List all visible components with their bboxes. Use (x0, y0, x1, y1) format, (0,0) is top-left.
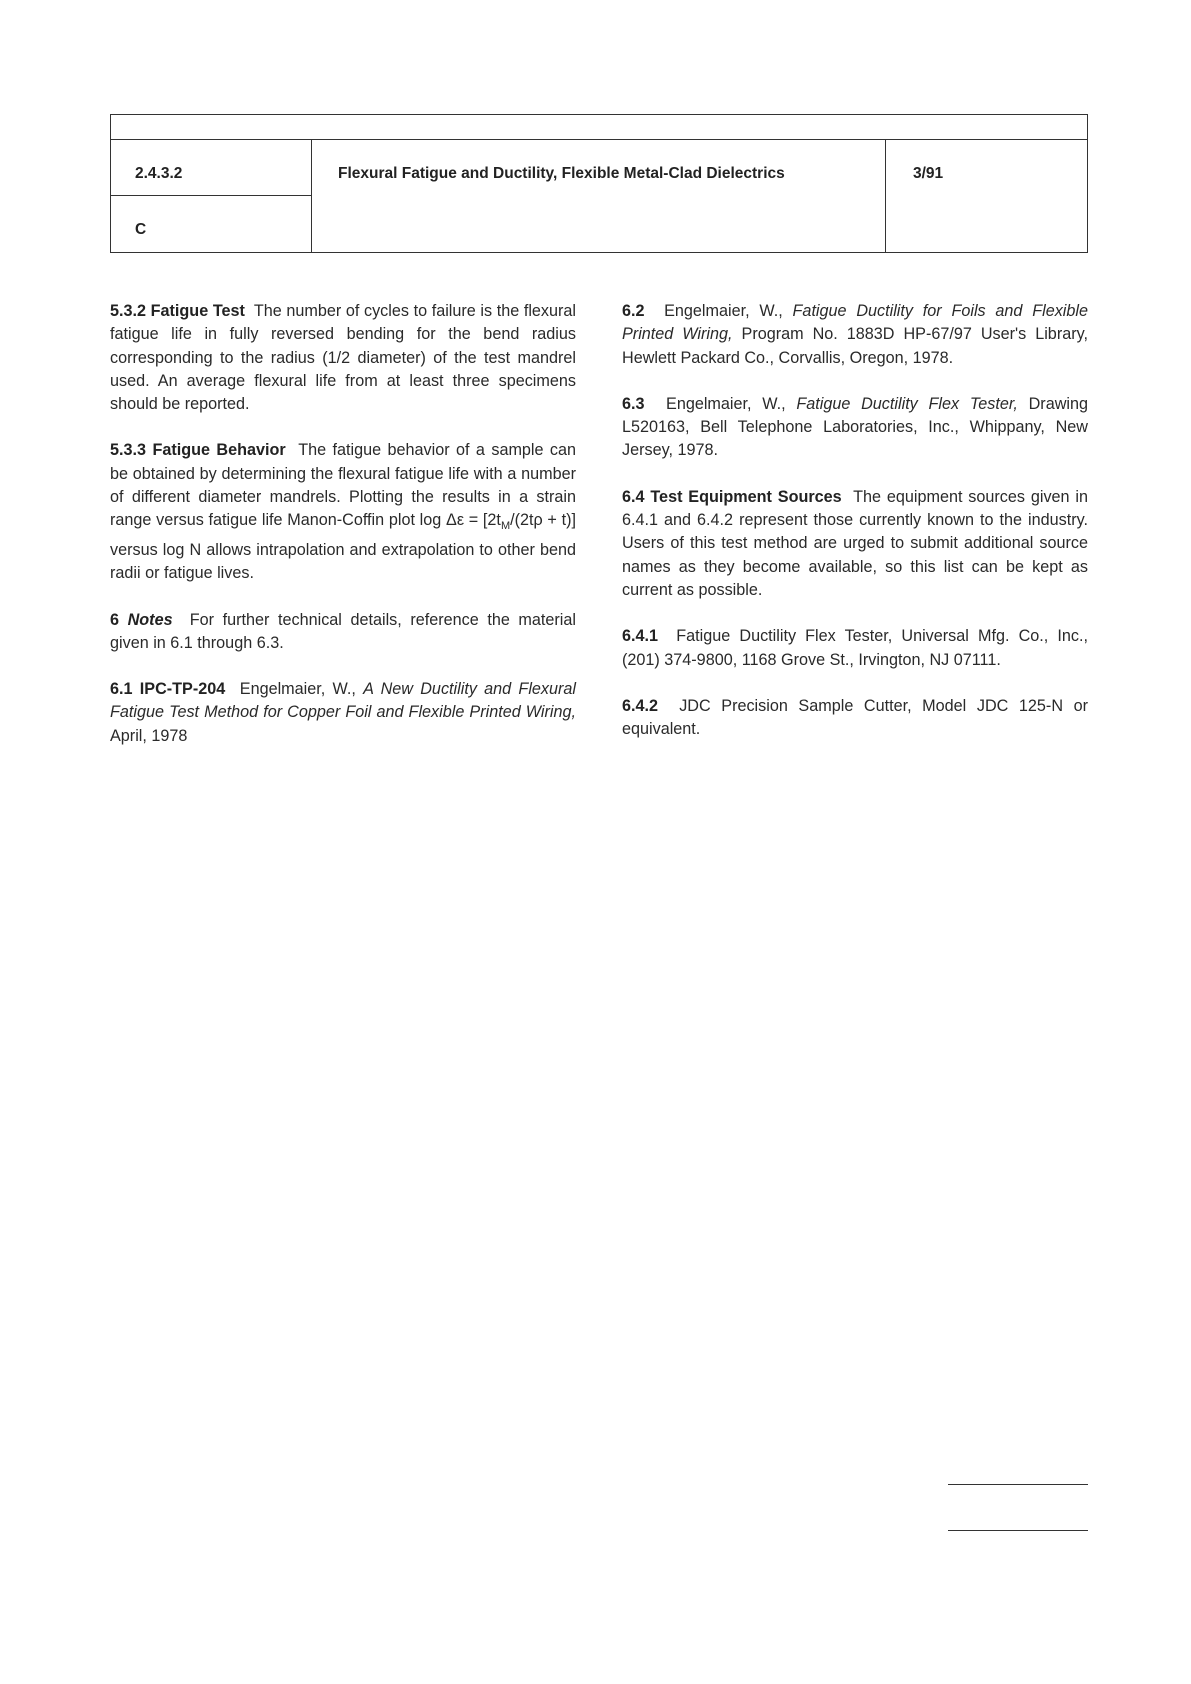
section-number: 6.1 (110, 680, 133, 699)
section-heading: Fatigue Test (150, 302, 245, 320)
section-6-1 (110, 678, 576, 748)
section-heading: Fatigue Behavior (152, 441, 286, 460)
reference-details: April, 1978 (110, 726, 188, 745)
header-top-strip-line (111, 139, 1087, 140)
section-text: JDC Precision Sample Cutter, Model JDC 125-N or equivalent. (622, 696, 1088, 739)
test-method-date: 3/91 (913, 165, 944, 182)
section-heading: IPC-TP-204 (139, 680, 226, 699)
section-5-3-2 (110, 300, 576, 416)
reference-title: A New Ductility and Flexural Fatigue Test Method for Copper Foil and Flexible Printed Wiring, (110, 680, 577, 722)
section-6-4 (622, 486, 1088, 602)
section-number: 6.4.1 (622, 627, 659, 646)
section-number: 5.3.3 (110, 441, 147, 460)
footer-rule-lower (948, 1530, 1088, 1531)
test-method-number: 2.4.3.2 (135, 165, 183, 182)
reference-details: Drawing L520163, Bell Telephone Laboratories, Inc., Whippany, New Jersey, 1978. (622, 394, 1088, 460)
header-divider-right (885, 139, 886, 252)
section-number: 6 (110, 610, 120, 629)
section-heading: Notes (127, 610, 173, 629)
section-text: Fatigue Ductility Flex Tester, Universal Mfg. Co., Inc., (201) 374-9800, 1168 Grove St., Irvington, NJ 07111. (622, 627, 1088, 669)
section-text: The equipment sources given in 6.4.1 and 6.4.2 represent those currently known to the industry. Users of this test method are urged to submit additional source names as they become available, so this list can be kept as current as possible. (622, 487, 1088, 599)
footer-rule-upper (948, 1484, 1088, 1485)
section-heading: Test Equipment Sources (650, 487, 842, 506)
left-column (110, 300, 576, 771)
section-number: 5.3.2 (110, 302, 147, 320)
section-text-continued: /(2tρ + t)] versus log N allows intrapolation and extrapolation to other bend radii or fatigue lives. (110, 511, 576, 583)
section-6-3 (622, 393, 1088, 463)
reference-details: Program No. 1883D HP-67/97 User's Library, Hewlett Packard Co., Corvallis, Oregon, 1978. (622, 325, 1088, 367)
reference-author: Engelmaier, W., (664, 302, 783, 320)
section-number: 6.4.2 (622, 696, 659, 715)
section-6-4-2 (622, 695, 1088, 742)
section-text: For further technical details, reference the material given in 6.1 through 6.3. (110, 610, 576, 652)
section-text: The fatigue behavior of a sample can be obtained by determining the flexural fatigue life with a number of different diameter mandrels. Plotting the results in a strain range versus fatigue life Manon-Coffin plot log Δε = [2t (110, 441, 577, 530)
section-6-4-1 (622, 625, 1088, 672)
section-6 (110, 609, 576, 656)
reference-author: Engelmaier, W., (666, 394, 786, 413)
header-divider-left (311, 139, 312, 252)
right-column (622, 300, 1088, 764)
reference-title: Fatigue Ductility for Foils and Flexible Printed Wiring, (622, 302, 1089, 344)
test-method-title: Flexural Fatigue and Ductility, Flexible Metal-Clad Dielectrics (338, 165, 785, 182)
section-text: The number of cycles to failure is the flexural fatigue life in fully reversed bending for the bend radius corresponding to the radius (1/2 diameter) of the test mandrel used. An average flexural life from at least three specimens should be reported. (110, 302, 577, 414)
header-table (110, 114, 1088, 253)
section-6-2 (622, 300, 1088, 370)
section-number: 6.2 (622, 302, 645, 320)
reference-author: Engelmaier, W., (239, 680, 356, 699)
header-divider-number (111, 195, 311, 196)
test-method-revision: C (135, 221, 147, 238)
section-number: 6.3 (622, 394, 645, 413)
subscript-m: M (500, 520, 511, 533)
reference-title: Fatigue Ductility Flex Tester, (796, 394, 1018, 413)
section-5-3-3 (110, 439, 576, 585)
section-number: 6.4 (622, 487, 645, 506)
